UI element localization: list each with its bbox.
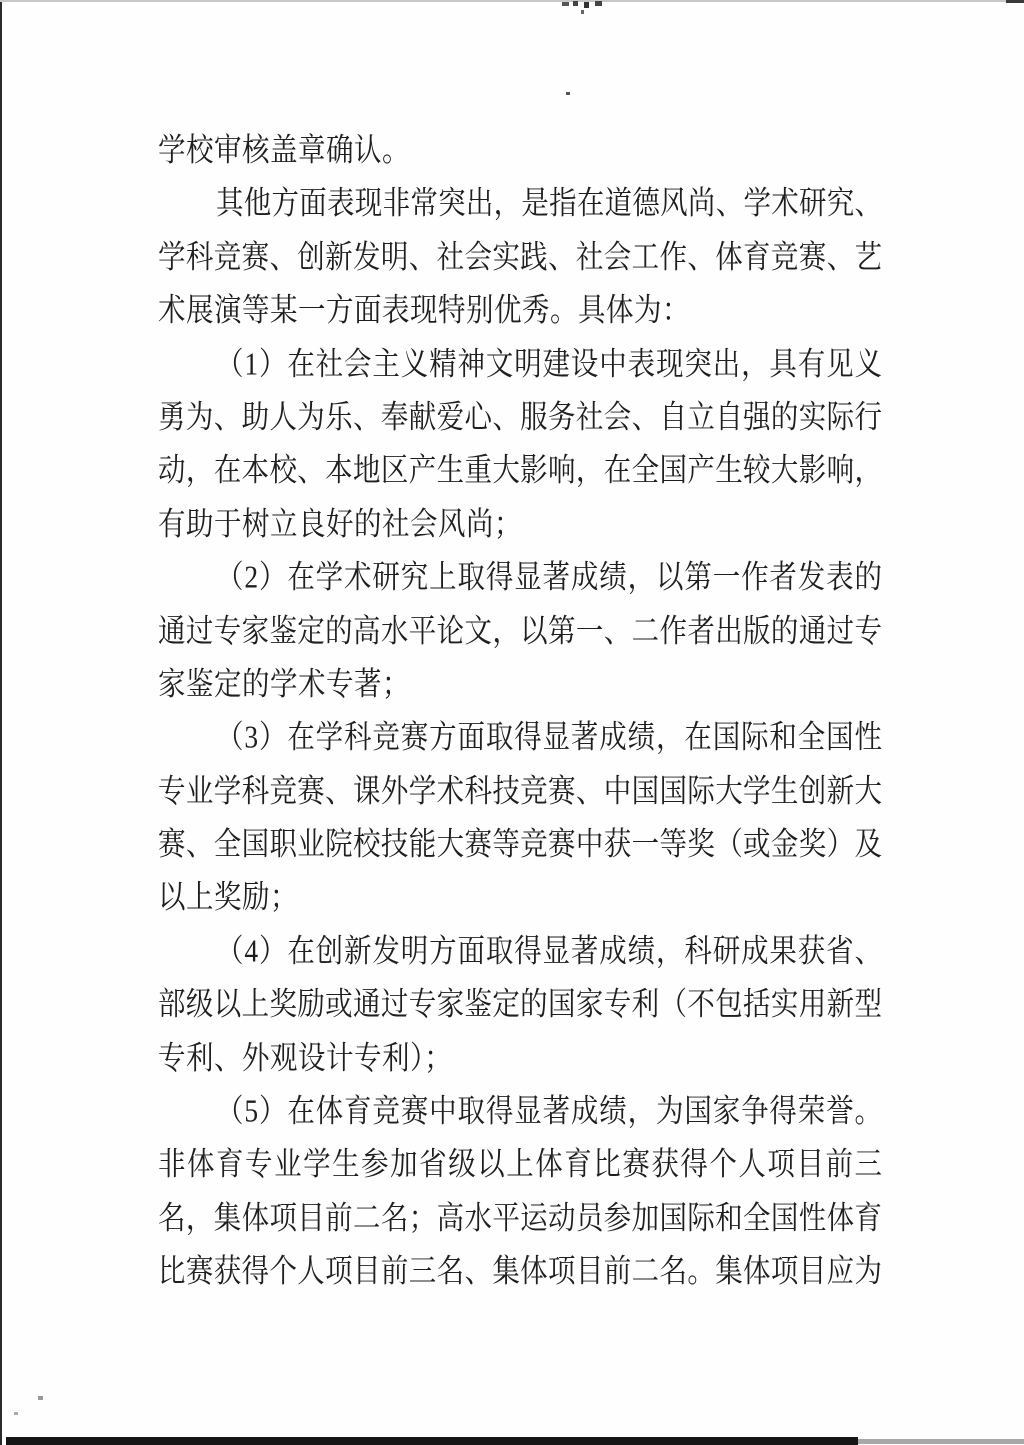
text-line: （2）在学术研究上取得显著成绩，以第一作者发表的 — [216, 558, 882, 595]
text-line: 有助于树立良好的社会风尚； — [158, 505, 522, 542]
scan-speck — [581, 10, 584, 14]
scan-bottom-bar-light — [858, 1439, 1024, 1444]
text-line: 学校审核盖章确认。 — [158, 131, 410, 168]
scan-speck — [584, 2, 589, 8]
document-text-block — [158, 123, 882, 1298]
text-line: 名，集体项目前二名；高水平运动员参加国际和全国性体育 — [158, 1199, 882, 1236]
text-line: 通过专家鉴定的高水平论文，以第一、二作者出版的通过专 — [158, 612, 882, 648]
text-line: 勇为、助人为乐、奉献爱心、服务社会、自立自强的实际行 — [158, 398, 882, 435]
text-line: 家鉴定的学术专著； — [158, 665, 410, 702]
text-line: 比赛获得个人项目前三名、集体项目前二名。集体项目应为 — [158, 1252, 882, 1289]
scan-edge-top-right — [1006, 0, 1024, 3]
text-line: 其他方面表现非常突出，是指在道德风尚、学术研究、 — [216, 185, 882, 221]
text-line: （1）在社会主义精神文明建设中表现突出，具有见义 — [216, 345, 882, 381]
scan-speck — [562, 2, 569, 6]
scan-speck — [566, 92, 570, 95]
scan-speck — [595, 1, 602, 6]
text-line: 赛、全国职业院校技能大赛等竞赛中获一等奖（或金奖）及 — [158, 825, 882, 862]
scan-speck — [573, 1, 578, 6]
scan-bottom-bar-dark — [6, 1437, 858, 1445]
text-line: 动，在本校、本地区产生重大影响，在全国产生较大影响， — [158, 451, 882, 488]
text-line: 非体育专业学生参加省级以上体育比赛获得个人项目前三 — [158, 1146, 882, 1182]
text-line: （5）在体育竞赛中取得显著成绩，为国家争得荣誉。 — [216, 1092, 882, 1129]
text-line: （3）在学科竞赛方面取得显著成绩，在国际和全国性 — [216, 718, 882, 755]
scan-speck — [38, 1396, 43, 1400]
scan-speck — [14, 1412, 18, 1415]
text-line: 部级以上奖励或通过专家鉴定的国家专利（不包括实用新型 — [158, 985, 882, 1022]
text-line: 专业学科竞赛、课外学术科技竞赛、中国国际大学生创新大 — [158, 772, 882, 808]
text-line: 学科竞赛、创新发明、社会实践、社会工作、体育竞赛、艺 — [158, 238, 882, 275]
scan-edge-left — [0, 0, 2, 1445]
scan-edge-top — [0, 0, 1024, 2]
text-line: 以上奖励； — [158, 879, 298, 915]
text-line: 专利、外观设计专利）； — [158, 1039, 453, 1075]
text-line: 术展演等某一方面表现特别优秀。具体为： — [158, 291, 690, 328]
text-line: （4）在创新发明方面取得显著成绩，科研成果获省、 — [216, 932, 882, 969]
